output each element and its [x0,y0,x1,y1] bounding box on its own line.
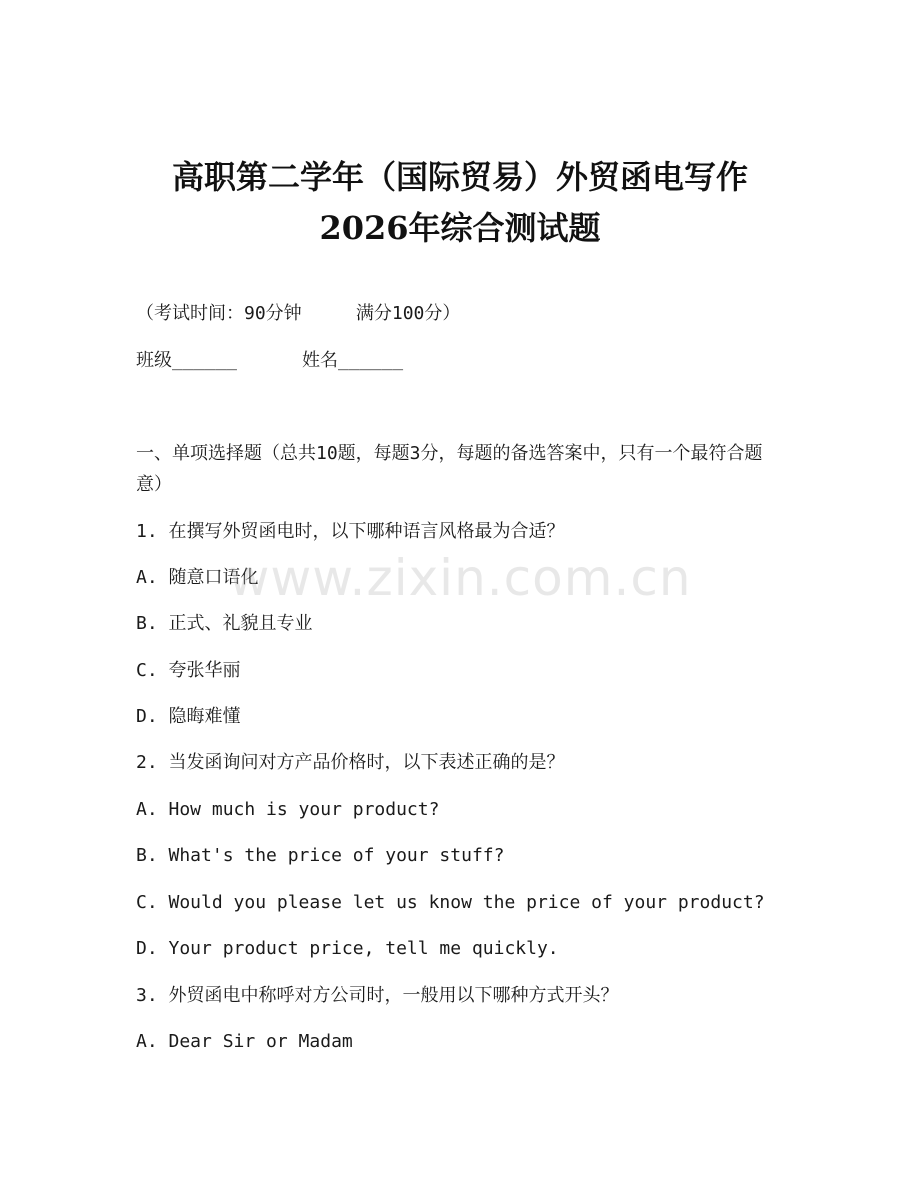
section-heading: 一、单项选择题（总共10题，每题3分，每题的备选答案中，只有一个最符合题意） [136,443,763,495]
answer-option: A. Dear Sir or Madam [136,1031,353,1052]
answer-option: B. 正式、礼貌且专业 [136,613,313,634]
answer-option: C. 夸张华丽 [136,660,241,681]
document-title-line2: 2026年综合测试题 [319,209,601,247]
question-stem: 3. 外贸函电中称呼对方公司时，一般用以下哪种方式开头？ [136,985,619,1006]
class-name-fields: 班级______ 姓名______ [136,350,404,371]
answer-option: D. 隐晦难懂 [136,706,241,727]
exam-info: （考试时间：90分钟 满分100分） [136,303,461,324]
watermark: www.zixin.com.cn [228,549,692,607]
answer-option: A. How much is your product? [136,799,440,820]
document-title-line1: 高职第二学年（国际贸易）外贸函电写作 [171,158,748,196]
question-stem: 2. 当发函询问对方产品价格时，以下表述正确的是？ [136,752,565,773]
answer-option: C. Would you please let us know the price of your product? [136,892,765,913]
answer-option: B. What's the price of your stuff? [136,845,505,866]
answer-option: D. Your product price, tell me quickly. [136,938,559,959]
answer-option: A. 随意口语化 [136,567,259,588]
question-stem: 1. 在撰写外贸函电时，以下哪种语言风格最为合适？ [136,521,565,542]
